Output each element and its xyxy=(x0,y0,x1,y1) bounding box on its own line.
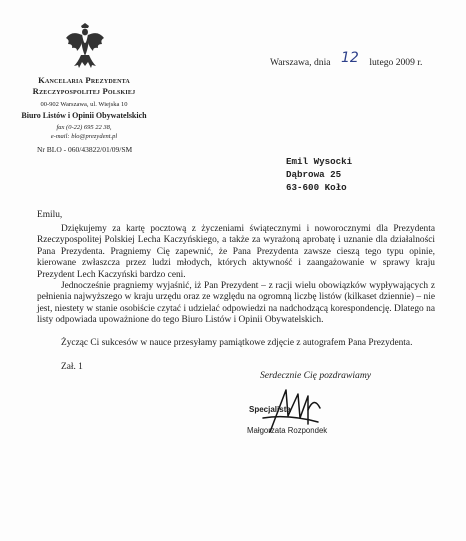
date-day: 12 xyxy=(340,50,359,66)
recipient-block xyxy=(286,155,352,194)
recipient-city: 63-600 Koło xyxy=(286,182,347,193)
signature-title: Specjalista xyxy=(249,405,291,414)
date-suffix: lutego 2009 r. xyxy=(369,57,423,68)
reference-number: Nr BLO - 060/43822/01/09/SM xyxy=(37,145,133,154)
closing: Serdecznie Cię pozdrawiamy xyxy=(260,370,372,381)
chancellery-name-line2: Rzeczypospolitej Polskiej xyxy=(32,86,136,96)
signature-name: Małgorzata Rozpondek xyxy=(247,426,328,435)
salutation: Emilu, xyxy=(37,210,63,220)
handwritten-signature xyxy=(248,384,332,442)
enclosure: Zał. 1 xyxy=(61,362,83,372)
paragraph-1: Dziękujemy za kartę pocztową z życzeniami świątecznymi i noworocznymi dla Prezydenta Rzeczypospolitej Polskiej Lecha Kaczyńskiego, a także za wyrażoną aprobatę i uznanie dla działalności Pana Prezydenta. Pragniemy Cię zapewnić, że Pana Prezydenta zawsze cieszą tego typu opinie, kierowane zwłaszcza przez ludzi młodych, których aktywność i zaangażowanie w sprawy kraju Prezydent Lech Kaczyński bardzo ceni. xyxy=(37,224,435,280)
chancellery-address: 00-902 Warszawa, ul. Wiejska 10 xyxy=(40,101,128,108)
polish-eagle-icon xyxy=(64,22,106,70)
bureau-fax: fax (0-22) 695 22 38, xyxy=(56,124,112,131)
bureau-email: e-mail: blo@prezydent.pl xyxy=(50,133,118,140)
date-prefix: Warszawa, dnia xyxy=(270,57,331,68)
recipient-street: Dąbrowa 25 xyxy=(286,169,342,180)
bureau-name: Biuro Listów i Opinii Obywatelskich xyxy=(21,111,147,120)
recipient-name: Emil Wysocki xyxy=(286,156,353,167)
letter-date xyxy=(270,50,423,69)
chancellery-name-line1: Kancelaria Prezydenta xyxy=(38,75,130,85)
paragraph-3: Życząc Ci sukcesów w nauce przesyłamy pamiątkowe zdjęcie z autografem Pana Prezydenta. xyxy=(61,338,413,348)
paragraph-2: Jednocześnie pragniemy wyjaśnić, iż Pan Prezydent – z racji wielu obowiązków wypływających z pełnienia najwyższego w kraju urzędu oraz ze względu na ogromną liczbę listów (kilkaset dziennie) – nie jest, niestety w stanie osobiście czytać i udzielać odpowiedzi na nadchodzącą korespondencję. Dlatego na listy odpowiada upoważnione do tego Biuro Listów i Opinii Obywatelskich. xyxy=(37,281,435,326)
